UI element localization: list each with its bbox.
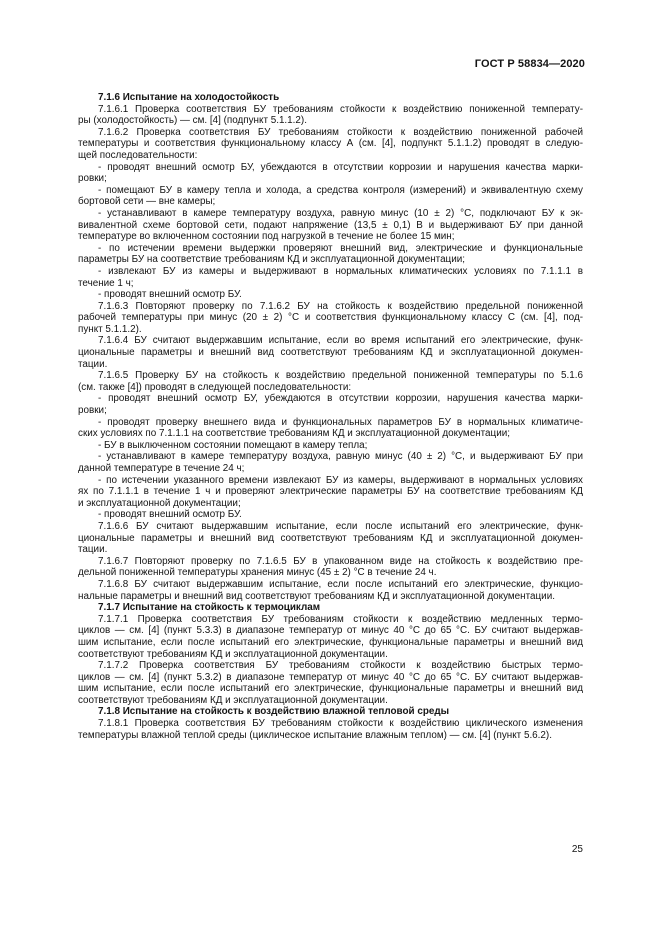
text-line: дельной пониженной температуры хранения минус (45 ± 2) °С в течение 24 ч. bbox=[78, 567, 437, 579]
text-line: ровки; bbox=[78, 173, 107, 185]
text-line: - извлекают БУ из камеры и выдерживают в нормальных климатических условиях по 7.1.1.1 в bbox=[98, 265, 583, 277]
text-line: 7.1.6.6 БУ считают выдержавшим испытание, если после испытаний его электрические, функ- bbox=[98, 520, 583, 532]
text-line: ровки; bbox=[78, 405, 107, 417]
text-line: - помещают БУ в камеру тепла и холода, а средства контроля (измерений) и эквивалентную схему bbox=[98, 184, 583, 196]
text-line: 7.1.6.4 БУ считают выдержавшим испытание, если во время испытаний его электрические, функ- bbox=[98, 335, 583, 347]
text-line: циклов — см. [4] (пункт 5.3.2) в диапазоне температур от минус 40 °С до 65 °С. БУ считают выдержав- bbox=[78, 671, 583, 683]
text-line: - по истечении указанного времени извлекают БУ из камеры, выдерживают в нормальных условиях bbox=[98, 474, 583, 486]
text-line: циональные параметры и внешний вид соответствуют требованиям КД и эксплуатационной докумен- bbox=[78, 532, 583, 544]
text-line: тации. bbox=[78, 358, 108, 370]
text-line: - устанавливают в камере температуру воздуха, равную минус (10 ± 2) °С, подключают БУ к эк- bbox=[98, 207, 583, 219]
text-line: - устанавливают в камере температуру воздуха, равную минус (40 ± 2) °С, и выдерживают БУ при bbox=[98, 451, 583, 463]
text-line: ских условиях по 7.1.1.1 на соответствие требованиям КД и эксплуатационной документации; bbox=[78, 428, 510, 440]
text-line: - проводят внешний осмотр БУ. bbox=[98, 509, 242, 521]
text-line: - проводят внешний осмотр БУ. bbox=[98, 289, 242, 301]
text-line: температуры и соответствия функциональному классу А (см. [4], подпункт 5.1.1.2) проводят в следую- bbox=[78, 138, 583, 150]
text-line: циональные параметры и внешний вид соответствуют требованиям КД и эксплуатационной докумен- bbox=[78, 347, 583, 359]
section-heading: 7.1.7 Испытание на стойкость к термоциклам bbox=[98, 602, 321, 614]
text-line: - проводят внешний осмотр БУ, убеждаются в отсутствии коррозии, нарушения качества марки- bbox=[98, 393, 583, 405]
text-line: ры (холодостойкость) — см. [4] (подпункт 5.1.1.2). bbox=[78, 115, 307, 127]
text-line: - проводят проверку внешнего вида и функциональных параметров БУ в нормальных климатиче- bbox=[98, 416, 583, 428]
text-line: пункт 5.1.1.2). bbox=[78, 323, 142, 335]
text-line: течение 1 ч; bbox=[78, 277, 134, 289]
text-line: 7.1.6.2 Проверка соответствия БУ требованиям стойкости к воздействию пониженной рабочей bbox=[98, 126, 583, 138]
text-line: вивалентной схеме бортовой сети, подают напряжение (13,5 ± 0,1) В и выдерживают БУ при данной bbox=[78, 219, 583, 231]
text-line: 7.1.6.7 Повторяют проверку по 7.1.6.5 БУ в упакованном виде на стойкость к воздействию пре- bbox=[98, 555, 583, 567]
document-body bbox=[78, 92, 583, 741]
text-line: 7.1.6.3 Повторяют проверку по 7.1.6.2 БУ на стойкость к воздействию предельной пониженной bbox=[98, 300, 583, 312]
page-number: 25 bbox=[571, 844, 583, 855]
text-line: 7.1.7.2 Проверка соответствия БУ требованиям стойкости к воздействию быстрых термо- bbox=[98, 660, 583, 672]
text-line: щей последовательности: bbox=[78, 149, 198, 161]
text-line: рабочей температуры при минус (20 ± 2) °С и соответствия функциональному классу С (см. [4], под- bbox=[78, 312, 583, 324]
document-header: ГОСТ Р 58834—2020 bbox=[474, 58, 585, 70]
text-line: тации. bbox=[78, 544, 108, 556]
text-line: 7.1.6.1 Проверка соответствия БУ требованиям стойкости к воздействию пониженной температу- bbox=[98, 103, 583, 115]
text-line: 7.1.6.5 Проверку БУ на стойкость к воздействию предельной пониженной температуры по 5.1.6 bbox=[98, 370, 583, 382]
text-line: - проводят внешний осмотр БУ, убеждаются в отсутствии коррозии и нарушения качества марки- bbox=[98, 161, 583, 173]
text-line: 7.1.8.1 Проверка соответствия БУ требованиям стойкости к воздействию циклического изменения bbox=[98, 718, 583, 730]
text-line: соответствуют требованиям КД и эксплуатационной документации. bbox=[78, 694, 388, 706]
text-line: и эксплуатационной документации; bbox=[78, 497, 241, 509]
text-line: шим испытание, если после испытаний его электрические, функциональные параметры и внешний вид bbox=[78, 683, 583, 695]
text-line: - по истечении времени выдержки проверяют внешний вид, электрические и функциональные bbox=[98, 242, 583, 254]
text-line: 7.1.7.1 Проверка соответствия БУ требованиям стойкости к воздействию медленных термо- bbox=[98, 613, 583, 625]
text-line: данной температуре в течение 24 ч; bbox=[78, 463, 245, 474]
text-line: нальные параметры и внешний вид соответствуют требованиям КД и эксплуатационной документации. bbox=[78, 590, 555, 602]
text-line: бортовой сети — вне камеры; bbox=[78, 196, 216, 208]
text-line: циклов — см. [4] (пункт 5.3.3) в диапазоне температур от минус 40 °С до 65 °С. БУ считают выдержав- bbox=[78, 625, 583, 637]
text-line: соответствуют требованиям КД и эксплуатационной документации. bbox=[78, 648, 388, 660]
text-line: - БУ в выключенном состоянии помещают в камеру тепла; bbox=[98, 439, 368, 451]
text-line: температуре во включенном состоянии под нагрузкой в течение не более 15 мин; bbox=[78, 231, 455, 243]
text-line: 7.1.6.8 БУ считают выдержавшим испытание, если после испытаний его электрические, функцио- bbox=[98, 578, 583, 590]
text-line: температуры влажной теплой среды (циклическое испытание влажным теплом) — см. [4] (пункт 5.6.2). bbox=[78, 729, 552, 741]
section-heading: 7.1.6 Испытание на холодостойкость bbox=[98, 92, 280, 103]
text-line: шим испытание, если после испытаний его электрические, функциональные параметры и внешний вид bbox=[78, 636, 583, 648]
section-heading: 7.1.8 Испытание на стойкость к воздействию влажной тепловой среды bbox=[98, 706, 450, 718]
text-line: (см. также [4]) проводят в следующей последовательности: bbox=[78, 381, 352, 393]
text-line: ях по 7.1.1.1 в течение 1 ч и проверяют электрические параметры БУ на соответствие требованиям КД bbox=[78, 486, 583, 498]
text-line: параметры БУ на соответствие требованиям КД и эксплуатационной документации; bbox=[78, 254, 465, 266]
